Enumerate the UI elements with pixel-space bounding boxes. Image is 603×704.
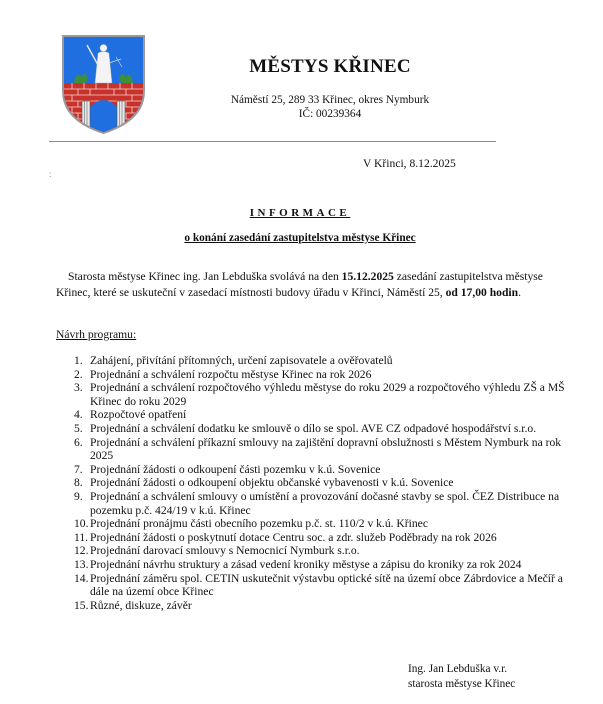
organization-address xyxy=(200,93,460,121)
header-divider xyxy=(49,141,496,142)
document-title: INFORMACE xyxy=(249,207,351,219)
agenda-item-text: Projednání pronájmu části obecního pozemku p.č. st. 110/2 v k.ú. Křinec xyxy=(90,517,428,531)
stray-mark: : xyxy=(49,169,52,179)
agenda-item xyxy=(74,408,584,422)
agenda-item xyxy=(74,436,584,463)
agenda-item xyxy=(74,368,584,382)
address-line: Náměstí 25, 289 33 Křinec, okres Nymburk xyxy=(230,94,430,106)
intro-text-2: zasedání zastupitelstva městyse Křinec, které se uskuteční v zasedací místnosti budovy úřadu v Křinci, Náměstí 25, xyxy=(56,270,543,299)
date-line: V Křinci, 8.12.2025 xyxy=(363,157,456,170)
intro-text-1: Starosta městyse Křinec ing. Jan Lebduška svolává na den xyxy=(68,270,342,283)
agenda-item-text: Projednání a schválení smlouvy o umístění a provozování dočasné stavby se spol. ČEZ Distribuce na pozemku p.č. 424/19 v k.ú. Křinec xyxy=(90,489,560,517)
agenda-item xyxy=(74,476,584,490)
agenda-item-text: Rozpočtové opatření xyxy=(90,408,187,422)
agenda-item-text: Zahájení, přivítání přítomných, určení zapisovatele a ověřovatelů xyxy=(90,354,393,367)
signatory-role: starosta městyse Křinec xyxy=(408,678,516,690)
agenda-item-text: Projednání a schválení rozpočtového výhledu městyse do roku 2029 a rozpočtového výhledu ZŠ a MŠ Křinec do roku 2029 xyxy=(90,381,565,408)
agenda-item xyxy=(74,354,584,368)
agenda-item xyxy=(74,531,584,545)
agenda-item xyxy=(74,599,584,613)
agenda-item-number: 13. xyxy=(74,557,89,571)
agenda-item-number: 10. xyxy=(74,517,89,531)
agenda-item-number: 2. xyxy=(74,367,83,381)
agenda-item xyxy=(74,572,584,599)
intro-paragraph xyxy=(56,269,576,300)
agenda-item-number: 1. xyxy=(74,354,83,367)
agenda-item-number: 12. xyxy=(74,544,89,558)
meeting-time: od 17,00 hodin xyxy=(445,285,519,299)
coat-of-arms-icon xyxy=(60,33,147,136)
agenda-item-number: 14. xyxy=(74,571,89,585)
agenda-item-text: Projednání a schválení rozpočtu městyse Křinec na rok 2026 xyxy=(90,367,372,381)
agenda-item-number: 11. xyxy=(74,530,89,544)
agenda-item-number: 8. xyxy=(74,476,83,490)
agenda-item-text: Projednání záměru spol. CETIN uskutečnit výstavbu optické sítě na území obce Zábrdovice a Mečíř a dále na území obce Křinec xyxy=(90,571,563,599)
agenda-item-number: 6. xyxy=(74,435,83,449)
agenda-item xyxy=(74,422,584,436)
agenda-item xyxy=(74,517,584,531)
agenda-item-number: 15. xyxy=(74,598,89,612)
meeting-date: 15.12.2025 xyxy=(341,270,394,283)
agenda-item-text: Projednání návrhu struktury a zásad vedení kroniky městyse a zápisu do kroniky za rok 2024 xyxy=(90,557,522,571)
agenda-item xyxy=(74,381,584,408)
signature-block xyxy=(408,662,515,692)
agenda-item-number: 3. xyxy=(74,381,83,395)
agenda-item xyxy=(74,463,584,477)
agenda-item xyxy=(74,544,584,558)
agenda-heading: Návrh programu: xyxy=(56,328,137,341)
company-id: IČ: 00239364 xyxy=(298,108,362,120)
agenda-list xyxy=(74,354,584,612)
agenda-item-number: 4. xyxy=(74,408,83,422)
agenda-item-text: Projednání darovací smlouvy s Nemocnicí Nymburk s.r.o. xyxy=(90,544,360,558)
intro-text-3: . xyxy=(518,285,521,299)
agenda-item-text: Projednání žádosti o odkoupení objektu občanské vybavenosti v k.ú. Sovenice xyxy=(90,476,454,490)
agenda-item-text: Různé, diskuze, závěr xyxy=(90,598,192,612)
agenda-item-text: Projednání a schválení dodatku ke smlouvě o dílo se spol. AVE CZ odpadové hospodářství s.r.o. xyxy=(90,421,537,435)
agenda-item xyxy=(74,490,584,517)
agenda-item-text: Projednání a schválení příkazní smlouvy na zajištění dopravní obslužnosti s Městem Nymburk na rok 2025 xyxy=(90,435,562,463)
agenda-item xyxy=(74,558,584,572)
document-subtitle: o konání zasedání zastupitelstva městyse Křinec xyxy=(184,232,416,244)
signatory-name: Ing. Jan Lebduška v.r. xyxy=(408,663,508,675)
agenda-item-number: 7. xyxy=(74,462,83,476)
agenda-item-text: Projednání žádosti o odkoupení části pozemku v k.ú. Sovenice xyxy=(90,462,381,476)
organization-name: MĚSTYS KŘINEC xyxy=(249,56,411,77)
agenda-item-number: 5. xyxy=(74,421,83,435)
agenda-item-number: 9. xyxy=(74,489,83,503)
agenda-item-text: Projednání žádosti o poskytnutí dotace Centru soc. a zdr. služeb Poděbrady na rok 2026 xyxy=(90,530,497,544)
